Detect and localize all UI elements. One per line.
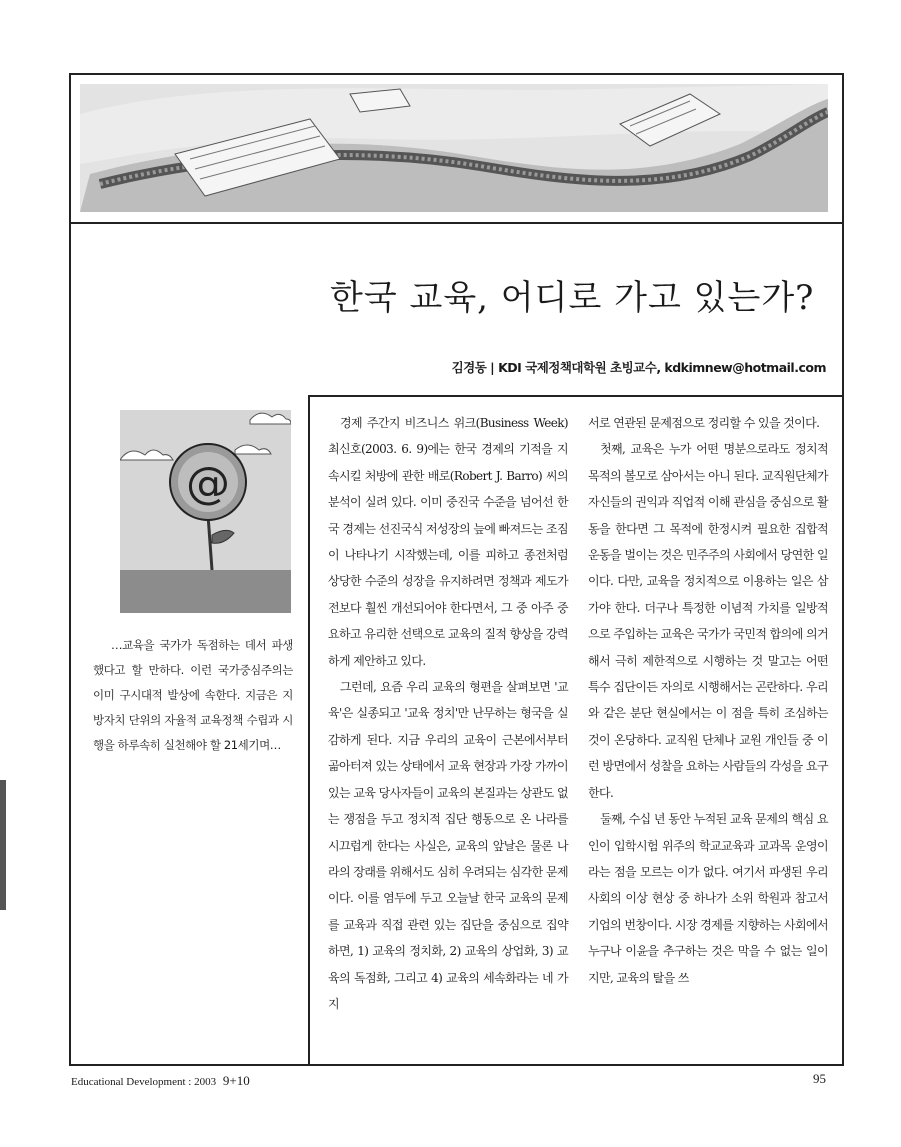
document-conveyor-illustration (80, 84, 828, 212)
author-byline: 김경동 | KDI 국제정책대학원 초빙교수, kdkimnew@hotmail.com (451, 360, 826, 375)
paragraph: 경제 주간지 비즈니스 위크(Business Week) 최신호(2003. 6. 9)에는 한국 경제의 기적을 지속시킬 처방에 관한 배로(Robert J. Barro) 씨의 분석이 실려 있다. 이미 중진국 수준을 넘어선 한국 경제는 선진국식 저성장의 늪에 빠져드는 조짐이 나타나기 시작했는데, 이를 피하고 종전처럼 상당한 수준의 성장을 유지하려면 정책과 제도가 전보다 훨씬 개선되어야 한다면서, 그 중 아주 중요하고 유리한 선택으로 교육의 질적 향상을 강력하게 제안하고 있다. (328, 416, 568, 668)
paragraph: 서로 연관된 문제점으로 정리할 수 있을 것이다. (588, 416, 820, 430)
at-sign-flower-illustration (120, 410, 291, 613)
journal-name: Educational Development : 2003 (71, 1076, 217, 1088)
paragraph: 둘째, 수십 년 동안 누적된 교육 문제의 핵심 요인이 입학시험 위주의 학교교육과 교과목 운영이라는 점을 모르는 이가 없다. 여기서 파생된 우리 사회의 이상 현상 중 하나가 소위 학원과 참고서 기업의 번창이다. 시장 경제를 지향하는 사회에서 누구나 이윤을 추구하는 것은 막을 수 없는 일이지만, 교육의 탈을 쓰 (588, 812, 828, 985)
paragraph: 그런데, 요즘 우리 교육의 형편을 살펴보면 '교육'은 실종되고 '교육 정치'만 난무하는 형국을 실감하게 된다. 지금 우리의 교육이 근본에서부터 곪아터져 있는 상태에서 교육 현장과 가장 가까이 있는 교육 당사자들이 교육의 본질과는 상관도 없는 쟁점을 두고 정치적 집단 행동으로 온 나라를 시끄럽게 한다는 사실은, 교육의 앞날은 물론 나라의 장래를 위해서도 심히 우려되는 심각한 문제이다. 이를 염두에 두고 오늘날 한국 교육의 문제를 교육과 직접 관련 있는 집단을 중심으로 집약하면, 1) 교육의 정치화, 2) 교육의 상업화, 3) 교육의 독점화, 그리고 4) 교육의 세속화라는 네 가지 (328, 680, 568, 1011)
page-edge-tab (0, 780, 6, 910)
body-column-2 (588, 410, 828, 991)
svg-text:@: @ (186, 458, 230, 509)
pull-quote-text: …교육을 국가가 독점하는 데서 파생했다고 할 만하다. 이런 국가중심주의는 이미 구시대적 발상에 속한다. 지금은 지방자치 단위의 자율적 교육정책 수립과 시행을 하루속히 실천해야 할 21세기며… (93, 638, 293, 752)
footer-journal (71, 1073, 250, 1089)
header-rule (69, 222, 844, 224)
sidebar-illustration (120, 410, 291, 613)
body-column-1 (328, 410, 568, 1017)
article-title: 한국 교육, 어디로 가고 있는가? (330, 278, 815, 318)
pull-quote (93, 633, 293, 758)
banner-illustration (80, 84, 828, 212)
page-number: 95 (813, 1071, 826, 1086)
paragraph: 첫째, 교육은 누가 어떤 명분으로라도 정치적 목적의 볼모로 삼아서는 아니 된다. 교직원단체가 자신들의 권익과 직업적 이해 관심을 중심으로 활동을 한다면 그 목적에 한정시켜 필요한 집합적 운동을 벌이는 것은 민주주의 사회에서 당연한 일이다. 다만, 교육을 정치적으로 이용하는 일은 삼가야 한다. 더구나 특정한 이념적 가치를 일방적으로 주입하는 교육은 국가가 국민적 합의에 의거해서 극히 제한적으로 시행하는 것 말고는 어떤 특수 집단이든 자의로 시행해서는 곤란하다. 우리와 같은 분단 현실에서는 이 점을 특히 조심하는 것이 온당하다. 교직원 단체나 교원 개인들 중 이런 방면에서 성찰을 요하는 사람들의 각성을 요구한다. (588, 442, 828, 800)
issue-number: 9+10 (222, 1073, 250, 1088)
